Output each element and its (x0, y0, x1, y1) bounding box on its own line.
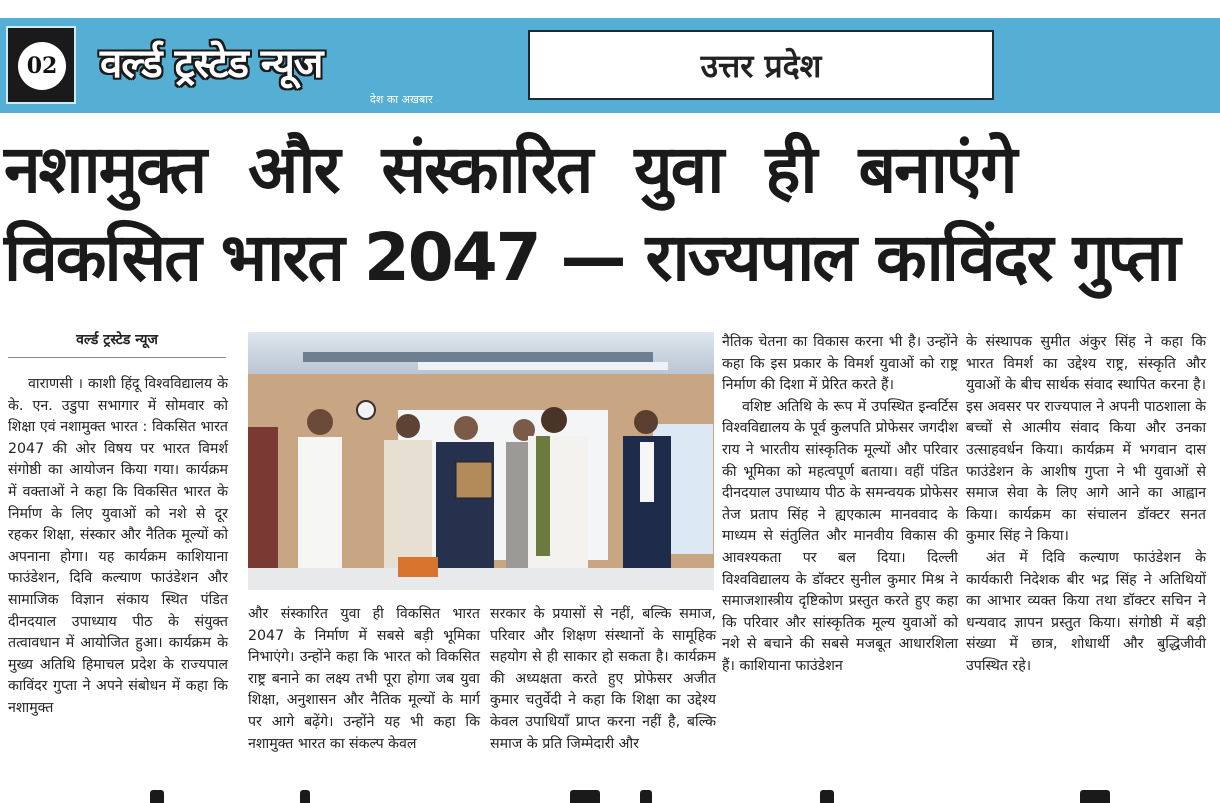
paragraph: के संस्थापक सुमीत अंकुर सिंह ने कहा कि भारत विमर्श का उद्देश्य राष्ट्र, संस्कृति और युवाओं के बीच सार्थक संवाद स्थापित करना है। इस अवसर पर राज्यपाल ने अपनी पाठशाला के बच्चों से आत्मीय संवाद किया और उनका उत्साहवर्धन किया। कार्यक्रम में भगवान दास फाउंडेशन के आशीष गुप्ता ने भी युवाओं से समाज सेवा के लिए आगे आने का आह्वान किया। कार्यक्रम का संचालन डॉक्टर सनत कुमार सिंह ने किया। (966, 334, 1206, 545)
page-number-box (6, 26, 76, 104)
masthead (0, 18, 1220, 113)
news-photo (248, 332, 714, 590)
region-label: उत्तर प्रदेश (528, 30, 994, 100)
article-column-4 (722, 332, 958, 678)
photo-icon (248, 332, 714, 590)
article-column-5 (966, 332, 1206, 678)
paragraph: सरकार के प्रयासों से नहीं, बल्कि समाज, परिवार और शिक्षण संस्थानों के सामूहिक सहयोग से ही साकार हो सकता है। कार्यक्रम की अध्यक्षता करते हुए प्रोफेसर अजीत कुमार चतुर्वेदी ने कहा कि शिक्षा का उद्देश्य केवल उपाधियाँ प्राप्त करना नहीं है, बल्कि समाज के प्रति जिम्मेदारी और (490, 606, 716, 752)
paragraph: वाराणसी । काशी हिंदू विश्वविद्यालय के के. एन. उडुपा सभागार में सोमवार को शिक्षा एवं नशामुक्त भारत : विकसित भारत 2047 की ओर विषय पर भारत विमर्श संगोष्ठी का आयोजन किया गया। कार्यक्रम में वक्ताओं ने कहा कि विकसित भारत के निर्माण के लिए युवाओं को नशे से दूर रहकर शिक्षा, संस्कार और नैतिक मूल्यों को अपनाना होगा। यह कार्यक्रम काशियाना फाउंडेशन, दिवि कल्याण फाउंडेशन और सामाजिक विज्ञान संकाय स्थित पंडित दीनदयाल उपाध्याय पीठ के संयुक्त तत्वावधान में आयोजित हुआ। कार्यक्रम के मुख्य अतिथि हिमाचल प्रदेश के राज्यपाल काविंदर गुप्ता ने अपने संबोधन में कहा कि नशामुक्त (8, 376, 228, 716)
page-number: 02 (18, 42, 66, 90)
article-column-1 (8, 374, 228, 720)
headline-line-1: नशामुक्त और संस्कारित युवा ही बनाएंगे (4, 131, 1016, 208)
byline: वर्ल्ड ट्रस्टेड न्यूज (8, 330, 226, 358)
next-headline-cutoff (0, 790, 1220, 803)
article-column-3 (490, 604, 716, 755)
paragraph: वशिष्ट अतिथि के रूप में उपस्थित इन्वर्टिस विश्वविद्यालय के पूर्व कुलपति प्रोफेसर जगदीश राय ने भारतीय सांस्कृतिक मूल्यों और परिवार की भूमिका को महत्वपूर्ण बताया। वहीं पंडित दीनदयाल उपाध्याय पीठ के समन्वयक प्रोफेसर तेज प्रताप सिंह ने ह्यएकात्म मानववाद के माध्यम से संतुलित और मानवीय विकास की आवश्यकता पर बल दिया। दिल्ली विश्वविद्यालय के डॉक्टर सुनील कुमार मिश्र ने समाजशास्त्रीय दृष्टिकोण प्रस्तुत करते हुए कहा कि परिवार और सांस्कृतिक मूल्य युवाओं को नशे से बचाने की सबसे मजबूत आधारशिला हैं। काशियाना फाउंडेशन (722, 398, 958, 674)
newspaper-tagline: देश का अखबार (370, 93, 433, 106)
paragraph: और संस्कारित युवा ही विकसित भारत 2047 के निर्माण में सबसे बड़ी भूमिका निभाएंगे। उन्होंने कहा कि भारत को विकसित राष्ट्र बनाने का लक्ष्य तभी पूरा होगा जब युवा शिक्षा, अनुशासन और नैतिक मूल्यों के मार्ग पर आगे बढ़ेंगे। उन्होंने यह भी कहा कि नशामुक्त भारत का संकल्प केवल (248, 606, 480, 752)
paragraph: नैतिक चेतना का विकास करना भी है। उन्होंने कहा कि इस प्रकार के विमर्श युवाओं को राष्ट्र निर्माण की दिशा में प्रेरित करते हैं। (722, 334, 958, 394)
article-column-2 (248, 604, 480, 755)
paragraph: अंत में दिवि कल्याण फाउंडेशन के कार्यकारी निदेशक बीर भद्र सिंह ने अतिथियों का आभार व्यक्त किया तथा डॉक्टर सचिन ने धन्यवाद ज्ञापन प्रस्तुत किया। संगोष्ठी में बड़ी संख्या में छात्र, शोधार्थी और बुद्धिजीवी उपस्थित रहे। (966, 549, 1206, 674)
newspaper-logo: वर्ल्ड ट्रस्टेड न्यूज (100, 41, 323, 87)
headline-line-2: विकसित भारत 2047 — राज्यपाल काविंदर गुप्ता (4, 219, 1179, 296)
